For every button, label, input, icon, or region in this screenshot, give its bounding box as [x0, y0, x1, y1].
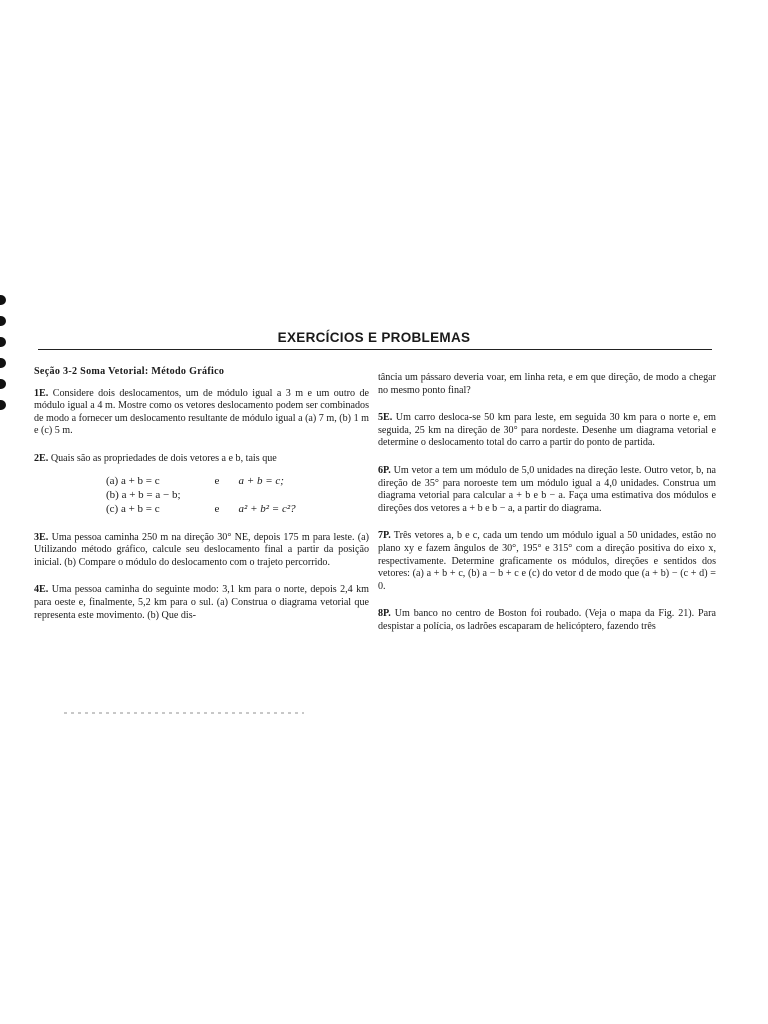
formula-left: (c) a + b = c — [106, 502, 160, 515]
formula-row — [106, 488, 296, 502]
formula-left: (b) a + b = a − b; — [106, 488, 181, 501]
exercise-number: 4E. — [34, 584, 49, 596]
exercise-6 — [378, 465, 716, 515]
exercise-3 — [34, 532, 369, 570]
exercise-number: 5E. — [378, 412, 393, 424]
scan-artifact-line — [64, 712, 304, 714]
exercise-text: Três vetores a, b e c, cada um tendo um módulo igual a 50 unidades, estão no plano xy e fazem ângulos de 30°, 195° e 315° com a direção positiva do eixo x, respectivamente. Determine graficamente os módulos, direções e sentidos dos vetores: (a) a + b + c, (b) a − b + c e (c) do vetor d de modo que (a + b) − (c + d) = 0. — [378, 530, 716, 592]
exercise-4 — [34, 584, 369, 622]
exercise-number: 2E. — [34, 452, 49, 464]
exercise-4-continued — [378, 372, 716, 397]
formula-block — [106, 474, 369, 516]
formula-conjunction: e — [214, 474, 220, 487]
right-column — [378, 372, 716, 649]
exercise-text: Um carro desloca-se 50 km para leste, em seguida 30 km para o norte e, em seguida, 25 km na direção de 30° para nordeste. Desenhe um diagrama vetorial e determine o deslocamento total do carro a partir do ponto de partida. — [378, 412, 716, 449]
exercise-7 — [378, 530, 716, 593]
formula-left: (a) a + b = c — [106, 474, 160, 487]
formula-conjunction: e — [214, 502, 220, 515]
scan-binding-holes — [0, 295, 6, 421]
exercise-text: Um banco no centro de Boston foi roubado. (Veja o mapa da Fig. 21). Para despistar a polícia, os ladrões escaparam de helicóptero, fazendo três — [378, 608, 716, 632]
title-rule — [38, 349, 712, 350]
exercise-5 — [378, 412, 716, 450]
formula-right: a + b = c; — [238, 474, 284, 487]
exercise-text: Uma pessoa caminha do seguinte modo: 3,1 km para o norte, depois 2,4 km para oeste e, finalmente, 5,2 km para o sul. (a) Construa o diagrama vetorial que representa este movimento. (b) Que dis- — [34, 584, 369, 621]
exercise-number: 7P. — [378, 530, 391, 542]
formula-right — [239, 488, 296, 502]
formula-conjunction — [181, 488, 239, 502]
exercise-2 — [34, 453, 369, 466]
left-column — [34, 366, 369, 637]
exercise-number: 8P. — [378, 608, 391, 620]
exercise-text: Um vetor a tem um módulo de 5,0 unidades na direção leste. Outro vetor, b, na direção de 35° para noroeste tem um módulo igual a 4,0 unidades. Construa um diagrama vetorial para calcular a + b e b − a. Faça uma estimativa dos módulos e direções dos vetores a + b e b − a, a partir do diagrama. — [378, 464, 716, 514]
formula-row — [106, 474, 296, 488]
exercise-text: Uma pessoa caminha 250 m na direção 30° NE, depois 175 m para leste. (a) Utilizando método gráfico, calcule seu deslocamento final a partir da posição inicial. (b) Compare o módulo do deslocamento com o trajeto percorrido. — [34, 531, 369, 568]
formula-right: a² + b² = c²? — [238, 502, 296, 515]
exercise-text: Considere dois deslocamentos, um de módulo igual a 3 m e um outro de módulo igual a 4 m. Mostre como os vetores deslocamento podem ser combinados de modo a fornecer um deslocamento resultante de módulo igual a (a) 7 m, (b) 1 m e (c) 5 m. — [34, 387, 370, 437]
exercise-text: tância um pássaro deveria voar, em linha reta, e em que direção, de modo a chegar no mesmo ponto final? — [378, 372, 716, 396]
exercise-number: 6P. — [378, 464, 391, 476]
section-heading: Seção 3-2 Soma Vetorial: Método Gráfico — [34, 366, 225, 377]
exercise-text: Quais são as propriedades de dois vetores a e b, tais que — [50, 452, 277, 464]
exercise-number: 1E. — [34, 387, 49, 399]
exercise-1 — [34, 388, 369, 438]
exercise-number: 3E. — [34, 531, 49, 543]
formula-row — [106, 502, 296, 516]
exercise-8 — [378, 608, 716, 633]
page-title: EXERCÍCIOS E PROBLEMAS — [277, 330, 471, 345]
